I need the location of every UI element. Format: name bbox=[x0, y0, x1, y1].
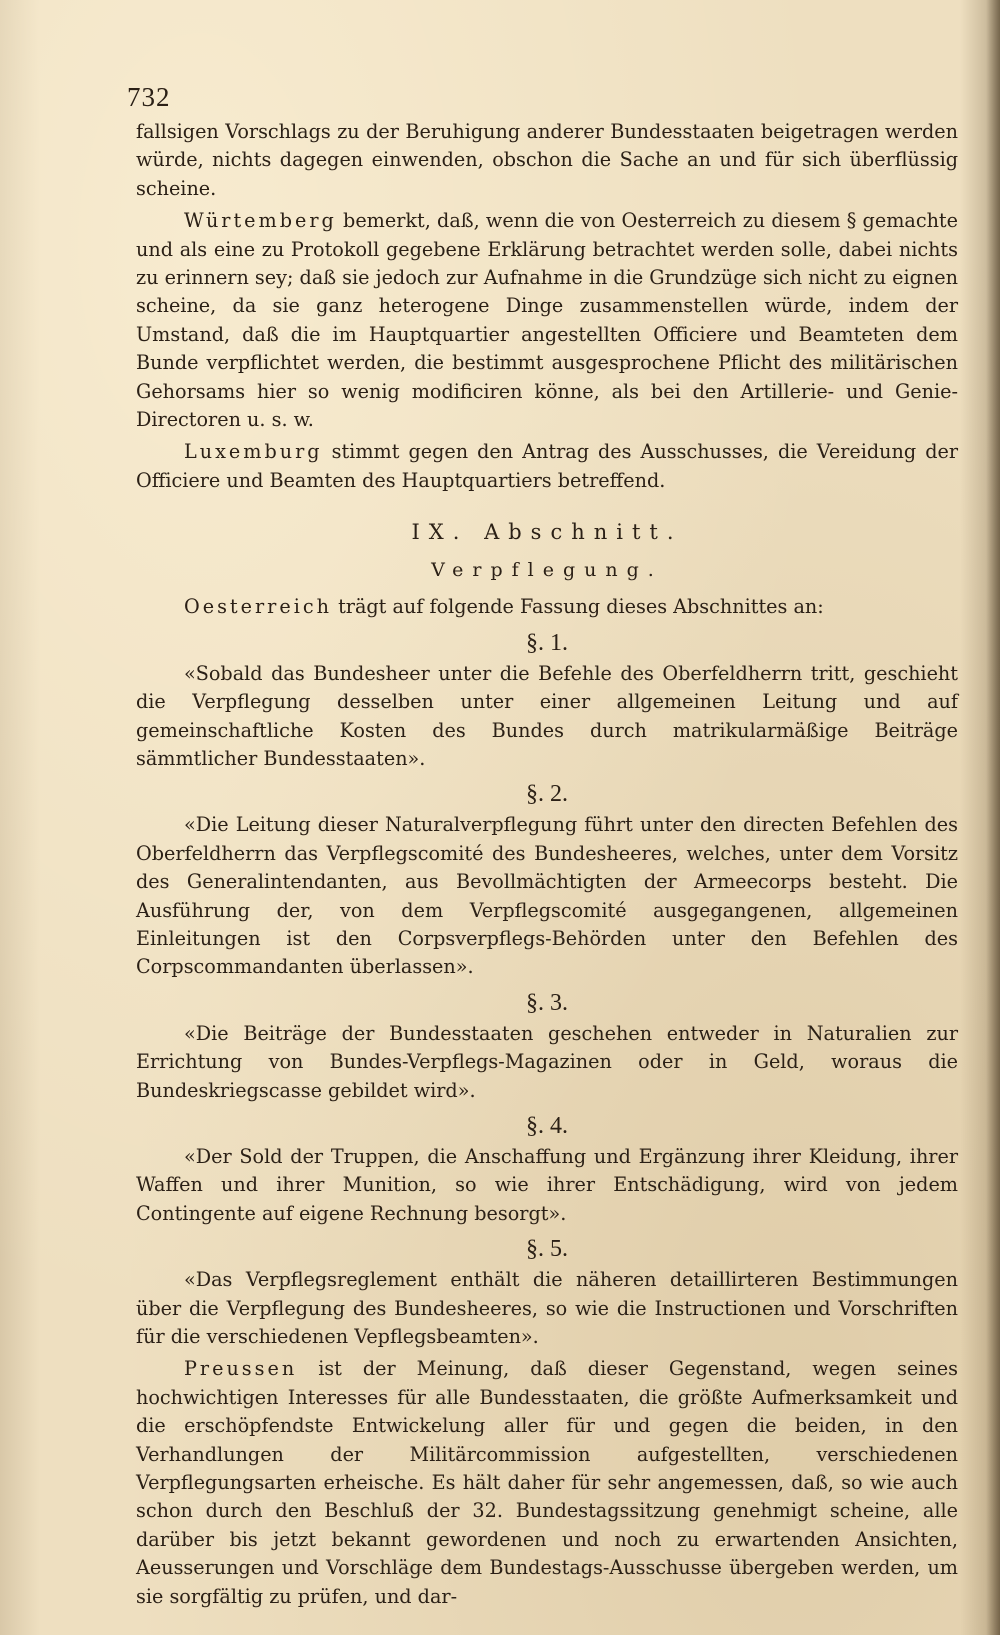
section-text-2: «Die Leitung dieser Naturalverpflegung führt unter den directen Befehlen des Oberfeldherrn das Verpflegscomité des Bundesheeres, welches, unter dem Vorsitz des Generalintendanten, aus Bevollmächtigten der Armeecorps besteht. Die Ausführung der, von dem Verpflegscomité ausgegangenen, allgemeinen Einleitungen ist den Corpsverpflegs-Behörden unter den Befehlen des Corpscommandanten überlassen». bbox=[136, 813, 958, 979]
page-number: 732 bbox=[127, 82, 171, 112]
section-subheading: Verpflegung. bbox=[431, 559, 663, 582]
paragraph-text: stimmt gegen den Antrag des Ausschusses, die Vereidung der Officiere und Beamten des Hauptquartiers betreffend. bbox=[136, 440, 958, 492]
paragraph-text: ist der Meinung, daß dieser Gegenstand, wegen seines hochwichtigen Interesses für alle Bundesstaaten, die größte Aufmerksamkeit und die erschöpfendste Entwickelung aller für und gegen die beiden, in den Verhandlungen der Militärcommission aufgestellten, verschiedenen Verpflegungsarten erheische. Es hält daher für sehr angemessen, daß, so wie auch schon durch den Beschluß der 32. Bundestagssitzung genehmigt scheine, alle darüber bis jetzt bekannt gewordenen und noch zu erwartenden Ansichten, Aeusserungen und Vorschläge dem Bundestags-Ausschusse übergeben werden, um sie sorgfältig zu prüfen, und dar- bbox=[136, 1357, 958, 1608]
section-text-4: «Der Sold der Truppen, die Anschaffung und Ergänzung ihrer Kleidung, ihrer Waffen und ihrer Munition, so wie ihrer Entschädigung, wird von jedem Contingente auf eigene Rechnung besorgt». bbox=[136, 1144, 958, 1225]
paragraph-luxemburg bbox=[136, 438, 958, 495]
paragraph-text: trägt auf folgende Fassung dieses Abschnittes an: bbox=[338, 595, 824, 619]
speaker-name: Luxemburg bbox=[184, 440, 323, 464]
section-text-3: «Die Beiträge der Bundesstaaten geschehen entweder in Naturalien zur Errichtung von Bundes-Verpflegs-Magazinen oder in Geld, woraus die Bundeskriegscasse gebildet wird». bbox=[136, 1021, 958, 1102]
page-body bbox=[136, 118, 958, 1611]
section-mark-2: §. 2. bbox=[526, 781, 568, 808]
paragraph-oesterreich bbox=[136, 593, 958, 621]
section-heading: IX. Abschnitt. bbox=[411, 520, 683, 545]
section-text-5: «Das Verpflegsreglement enthält die näheren detaillirteren Bestimmungen über die Verpflegung des Bundesheeres, so wie die Instructionen und Vorschriften für die verschiedenen Vepflegsbeamten». bbox=[136, 1268, 958, 1348]
page-edge-shadow bbox=[986, 0, 1000, 1635]
speaker-name: Oesterreich bbox=[184, 595, 332, 619]
paragraph-continuation: fallsigen Vorschlags zu der Beruhigung anderer Bundesstaaten beigetragen werden würde, nichts dagegen einwenden, obschon die Sache an und für sich überflüssig scheine. bbox=[136, 120, 958, 200]
speaker-name: Würtemberg bbox=[184, 209, 337, 233]
paragraph-preussen bbox=[136, 1355, 958, 1611]
paragraph-wuertemberg bbox=[136, 207, 958, 434]
speaker-name: Preussen bbox=[184, 1357, 298, 1381]
section-mark-1: §. 1. bbox=[526, 629, 568, 656]
section-mark-5: §. 5. bbox=[526, 1236, 568, 1263]
section-mark-4: §. 4. bbox=[526, 1112, 568, 1139]
section-text-1: «Sobald das Bundesheer unter die Befehle des Oberfeldherrn tritt, geschieht die Verpflegung desselben unter einer allgemeinen Leitung und auf gemeinschaftliche Kosten des Bundes durch matrikularmäßige Beiträge sämmtlicher Bundesstaaten». bbox=[136, 661, 958, 770]
section-mark-3: §. 3. bbox=[526, 989, 568, 1016]
paragraph-text: bemerkt, daß, wenn die von Oesterreich zu diesem § gemachte und als eine zu Protokoll gegebene Erklärung betrachtet werden solle, dabei nichts zu erinnern sey; daß sie jedoch zur Aufnahme in die Grundzüge sich nicht zu eignen scheine, da sie ganz heterogene Dinge zusammenstellen würde, indem der Umstand, daß die im Hauptquartier angestellten Officiere und Beamteten dem Bunde verpflichtet werden, die bestimmt ausgesprochene Pflicht des militärischen Gehorsams hier so wenig modificiren könne, als bei den Artillerie- und Genie-Directoren u. s. w. bbox=[136, 209, 958, 432]
